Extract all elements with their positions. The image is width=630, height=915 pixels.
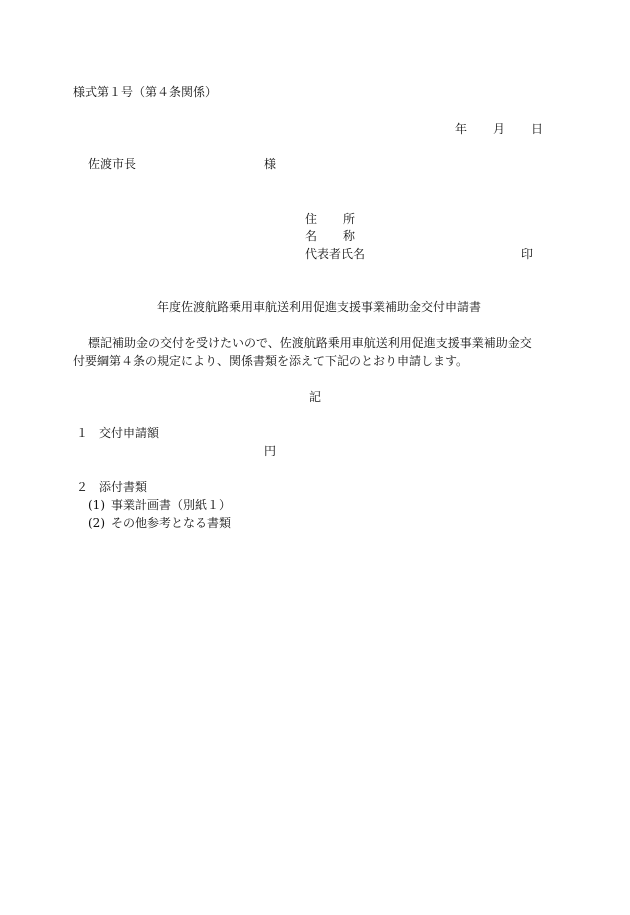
addressee-name: 佐渡市長 [88,157,137,171]
date-line [455,120,543,139]
item-2-label: 添付書類 [99,480,148,494]
date-day-label: 日 [531,122,544,136]
date-year-label: 年 [455,122,468,136]
ki-heading: 記 [309,390,322,404]
item-1-number: １ [76,426,89,440]
applicant-address-label: 住 所 [305,212,356,226]
item-1-label: 交付申請額 [99,426,160,440]
form-number: 様式第１号（第４条関係） [73,85,218,99]
item-1-unit: 円 [264,444,277,458]
applicant-representative-label: 代表者氏名 [305,247,366,261]
applicant-name-label: 名 称 [305,229,356,243]
subitem-1-text: 事業計画書（別紙１） [111,498,232,512]
date-month-label: 月 [493,122,506,136]
seal-mark: 印 [521,247,534,261]
addressee-honorific: 様 [264,157,277,171]
item-2-number: ２ [76,480,89,494]
body-paragraph-line-1: 標記補助金の交付を受けたいので、佐渡航路乗用車航送利用促進支援事業補助金交 [88,336,532,350]
subitem-2-text: その他参考となる書類 [111,516,232,530]
subitem-2-number: (2) [88,516,105,530]
subitem-1-number: (1) [88,498,105,512]
body-paragraph-line-2: 付要綱第４条の規定により、関係書類を添えて下記のとおり申請します。 [73,354,469,368]
document-title: 年度佐渡航路乗用車航送利用促進支援事業補助金交付申請書 [157,300,482,314]
